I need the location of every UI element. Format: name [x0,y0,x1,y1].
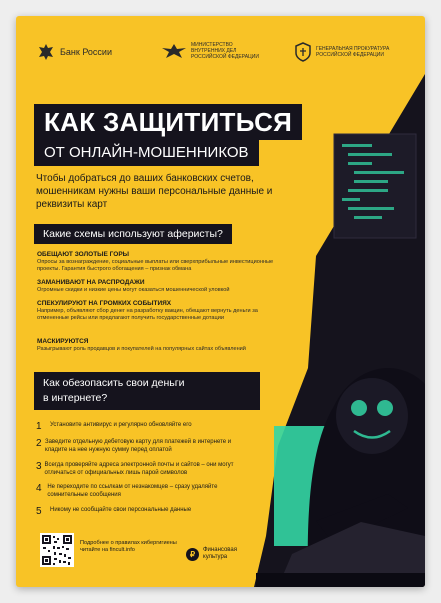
code-screen [334,134,416,238]
scheme-title: ОБЕЩАЮТ ЗОЛОТЫЕ ГОРЫ [37,251,130,258]
intro-text: Чтобы добраться до ваших банковских счетов, мошенникам нужны ваши персональные данные и реквизиты карт [36,173,273,210]
scheme-text: Опросы за вознаграждение, социальные выплаты или сверхприбыльные инвестиционные проекты. Гарантия быстрого обогащения – признак обмана [37,259,274,272]
step-number: 5 [36,506,42,517]
eagle-emblem-icon [36,42,56,62]
title-line-1: КАК ЗАЩИТИТЬСЯ [34,104,302,140]
hacker-eye-left [351,400,367,416]
scheme-title: МАСКИРУЮТСЯ [37,338,89,345]
step-text: Заведите отдельную дебетовую карту для платежей в интернете и кладите на нее нужную сумму перед оплатой [44,439,232,453]
prokuratura-logo [294,42,402,62]
bank-of-russia-label: Банк России [60,46,112,57]
financial-culture-label: Финансовая культура [203,547,237,560]
prokuratura-label: ГЕНЕРАЛЬНАЯ ПРОКУРАТУРА РОССИЙСКОЙ ФЕДЕРАЦИИ [316,46,390,58]
protect-heading-line-2: в интернете? [43,392,108,404]
step-item [36,484,246,499]
scheme-title: ЗАМАНИВАЮТ НА РАСПРОДАЖИ [37,279,145,286]
step-text: Всегда проверяйте адреса электронной почты и сайтов – они могут отличаться от официальных лишь парой символов [44,462,234,476]
mvd-emblem-icon [161,42,187,60]
step-number: 1 [36,421,42,432]
hacker-head [336,378,408,454]
mvd-label: МИНИСТЕРСТВО ВНУТРЕННИХ ДЕЛ РОССИЙСКОЙ ФЕДЕРАЦИИ [191,42,259,60]
step-item [36,422,246,432]
scheme-item [37,338,282,353]
logos-row [36,42,416,66]
protect-heading-line-1: Как обезопасить свои деньги [43,377,185,389]
ruble-icon: ₽ [186,548,199,561]
poster [16,16,425,587]
financial-culture-logo [186,547,243,561]
bank-of-russia-logo [36,42,112,62]
scheme-item [37,251,282,273]
title-line-2: ОТ ОНЛАЙН-МОШЕННИКОВ [34,140,259,166]
step-number: 4 [36,483,42,494]
step-number: 2 [36,438,42,449]
prosecutor-emblem-icon [294,42,312,62]
schemes-heading: Какие схемы используют аферисты? [34,224,232,244]
step-number: 3 [36,461,42,472]
step-text: Установите антивирус и регулярно обновляйте его [50,422,192,428]
step-item [36,462,246,477]
scheme-text: Разыгрывают роль продавцов и покупателей на популярных сайтах объявлений [37,346,246,352]
fincult-text: Подробнее о правилах кибергигиены читайте на fincult.info [80,540,177,553]
step-text: Не переходите по ссылкам от незнакомцев – сразу удаляйте сомнительные сообщения [47,484,218,498]
scheme-text: Например, объявляют сбор денег на разработку вакцин, обещают вернуть деньги за отмененные рейсы или предлагают получить государственные дотации [37,308,258,321]
step-text: Никому не сообщайте свои персональные данные [50,507,192,513]
scheme-title: СПЕКУЛИРУЮТ НА ГРОМКИХ СОБЫТИЯХ [37,300,172,307]
step-item [36,439,246,454]
scheme-item [37,300,282,322]
mvd-logo [161,42,265,60]
desk-edge [256,573,425,587]
hacker-eye-right [377,400,393,416]
scheme-text: Огромные скидки и низкие цены могут оказаться мошеннической уловкой [37,287,230,293]
scheme-item [37,279,282,294]
step-item [36,507,246,517]
qr-code-icon [40,533,74,567]
protect-heading [34,372,260,410]
